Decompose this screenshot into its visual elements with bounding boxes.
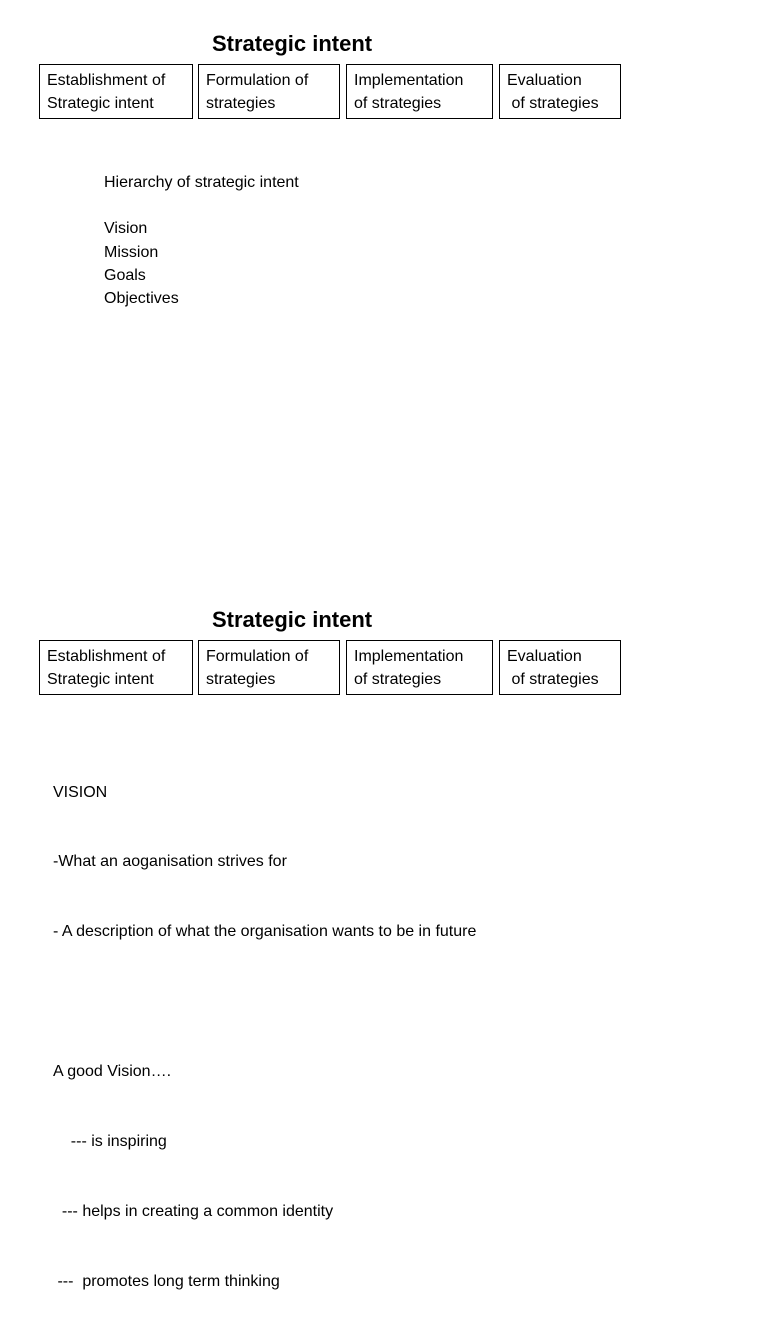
- step-label-line2: of strategies: [507, 671, 599, 688]
- step-label-line2: of strategies: [354, 95, 442, 112]
- step-formulation-box: [198, 640, 340, 695]
- vision-definition: - A description of what the organisation wants to be in future: [53, 923, 477, 941]
- step-label-line1: Evaluation: [507, 72, 582, 89]
- step-label-line1: Implementation: [354, 648, 464, 665]
- step-implementation-box: [346, 64, 493, 119]
- spacer: [53, 990, 476, 1013]
- step-label-line1: Implementation: [354, 72, 464, 89]
- step-label-line1: Establishment of: [47, 648, 166, 665]
- step-establishment-box: [39, 64, 193, 119]
- step-label-line2: Strategic intent: [47, 671, 154, 688]
- step-label-line2: strategies: [206, 671, 276, 688]
- hierarchy-item: Vision: [104, 220, 148, 238]
- vision-quality: --- helps in creating a common identity: [53, 1202, 334, 1220]
- step-formulation-box: [198, 64, 340, 119]
- hierarchy-heading: Hierarchy of strategic intent: [104, 174, 299, 191]
- step-implementation-box: [346, 640, 493, 695]
- step-label-line2: of strategies: [354, 671, 442, 688]
- step-label-line1: Formulation of: [206, 648, 309, 665]
- good-vision-heading: A good Vision….: [53, 1062, 172, 1080]
- hierarchy-block: [104, 171, 299, 310]
- step-label-line2: strategies: [206, 95, 276, 112]
- step-label-line1: Formulation of: [206, 72, 309, 89]
- vision-quality: --- promotes long term thinking: [53, 1272, 280, 1290]
- vision-heading: VISION: [53, 783, 108, 801]
- slide-2-title: Strategic intent: [212, 607, 373, 632]
- hierarchy-item: Mission: [104, 243, 159, 261]
- hierarchy-item: Goals: [104, 266, 146, 284]
- step-label-line2: Strategic intent: [47, 95, 154, 112]
- slide-1-title: Strategic intent: [212, 31, 373, 56]
- step-label-line1: Establishment of: [47, 72, 166, 89]
- step-label-line2: of strategies: [507, 95, 599, 112]
- step-evaluation-box: [499, 640, 621, 695]
- step-evaluation-box: [499, 64, 621, 119]
- step-label-line1: Evaluation: [507, 648, 582, 665]
- step-establishment-box: [39, 640, 193, 695]
- vision-definition: -What an aoganisation strives for: [53, 853, 287, 871]
- vision-block: [53, 734, 476, 1339]
- vision-quality: --- is inspiring: [53, 1132, 167, 1150]
- hierarchy-item: Objectives: [104, 290, 179, 308]
